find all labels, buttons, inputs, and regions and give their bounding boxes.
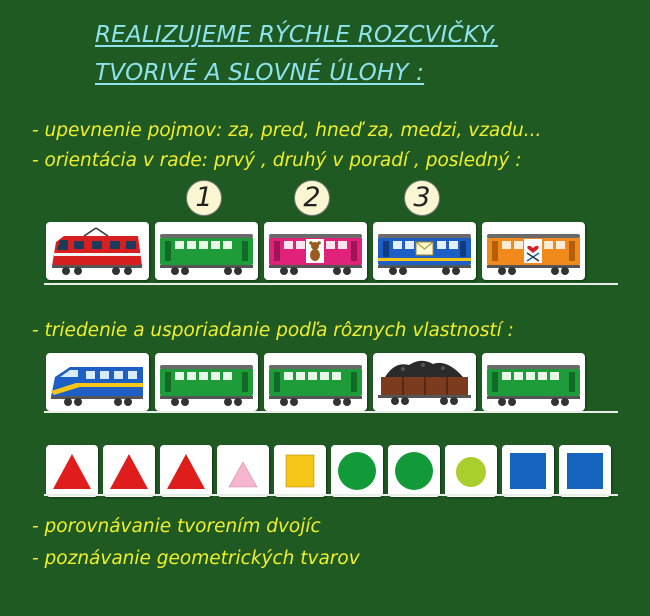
green-coach-card[interactable] bbox=[264, 353, 367, 411]
order-line: - orientácia v rade: prvý , druhý v poradí , posledný : bbox=[32, 150, 522, 171]
shape-card-green-circle[interactable] bbox=[331, 445, 383, 497]
title-line-1: REALIZUJEME RÝCHLE ROZCVIČKY, bbox=[95, 22, 498, 48]
green-coach-icon bbox=[482, 353, 585, 411]
green-coach-icon bbox=[155, 353, 258, 411]
shape-card-light-green-circle[interactable] bbox=[445, 445, 497, 497]
red-locomotive-card[interactable] bbox=[46, 222, 149, 280]
green-coach-card[interactable] bbox=[155, 222, 258, 280]
red-triangle-icon bbox=[167, 454, 205, 489]
shape-card-pink-triangle[interactable] bbox=[217, 445, 269, 497]
blue-locomotive-card[interactable] bbox=[46, 353, 149, 411]
shape-card-red-triangle[interactable] bbox=[160, 445, 212, 497]
sorting-line: - triedenie a usporiadanie podľa rôznych vlastností : bbox=[32, 320, 514, 341]
shape-card-blue-square[interactable] bbox=[559, 445, 611, 497]
track-line-1 bbox=[44, 283, 618, 285]
shape-card-green-circle[interactable] bbox=[388, 445, 440, 497]
shapes-base-line bbox=[44, 494, 618, 496]
pink-triangle-icon bbox=[229, 462, 257, 487]
red-triangle-icon bbox=[110, 454, 148, 489]
pink-coach-teddy-card[interactable] bbox=[264, 222, 367, 280]
red-locomotive-icon bbox=[46, 222, 149, 280]
orange-dining-coach-card[interactable] bbox=[482, 222, 585, 280]
blue-coach-mail-card[interactable] bbox=[373, 222, 476, 280]
red-triangle-icon bbox=[53, 454, 91, 489]
order-badge-1: 1 bbox=[186, 180, 222, 216]
green-circle-icon bbox=[338, 452, 376, 490]
coal-wagon-icon bbox=[373, 353, 476, 411]
pink-coach-teddy-icon bbox=[264, 222, 367, 280]
track-line-2 bbox=[44, 411, 618, 413]
pairs-line: - porovnávanie tvorením dvojíc bbox=[32, 516, 321, 537]
green-circle-icon bbox=[395, 452, 433, 490]
order-badge-2: 2 bbox=[294, 180, 330, 216]
light-green-circle-icon bbox=[456, 457, 486, 487]
green-coach-icon bbox=[155, 222, 258, 280]
coal-wagon-card[interactable] bbox=[373, 353, 476, 411]
title-line-2: TVORIVÉ A SLOVNÉ ÚLOHY : bbox=[95, 60, 425, 86]
order-badge-3: 3 bbox=[404, 180, 440, 216]
blue-square-icon bbox=[567, 453, 603, 489]
shape-card-red-triangle[interactable] bbox=[103, 445, 155, 497]
shape-card-blue-square[interactable] bbox=[502, 445, 554, 497]
blue-locomotive-icon bbox=[46, 353, 149, 411]
yellow-square-icon bbox=[286, 455, 314, 487]
shape-card-yellow-square[interactable] bbox=[274, 445, 326, 497]
orange-dining-coach-icon bbox=[482, 222, 585, 280]
blue-coach-mail-icon bbox=[373, 222, 476, 280]
geometry-line: - poznávanie geometrických tvarov bbox=[32, 548, 360, 569]
shape-card-red-triangle[interactable] bbox=[46, 445, 98, 497]
concepts-line: - upevnenie pojmov: za, pred, hneď za, medzi, vzadu... bbox=[32, 120, 542, 141]
blue-square-icon bbox=[510, 453, 546, 489]
green-coach-card[interactable] bbox=[155, 353, 258, 411]
coal-icon bbox=[385, 361, 463, 377]
green-coach-icon bbox=[264, 353, 367, 411]
green-coach-card[interactable] bbox=[482, 353, 585, 411]
